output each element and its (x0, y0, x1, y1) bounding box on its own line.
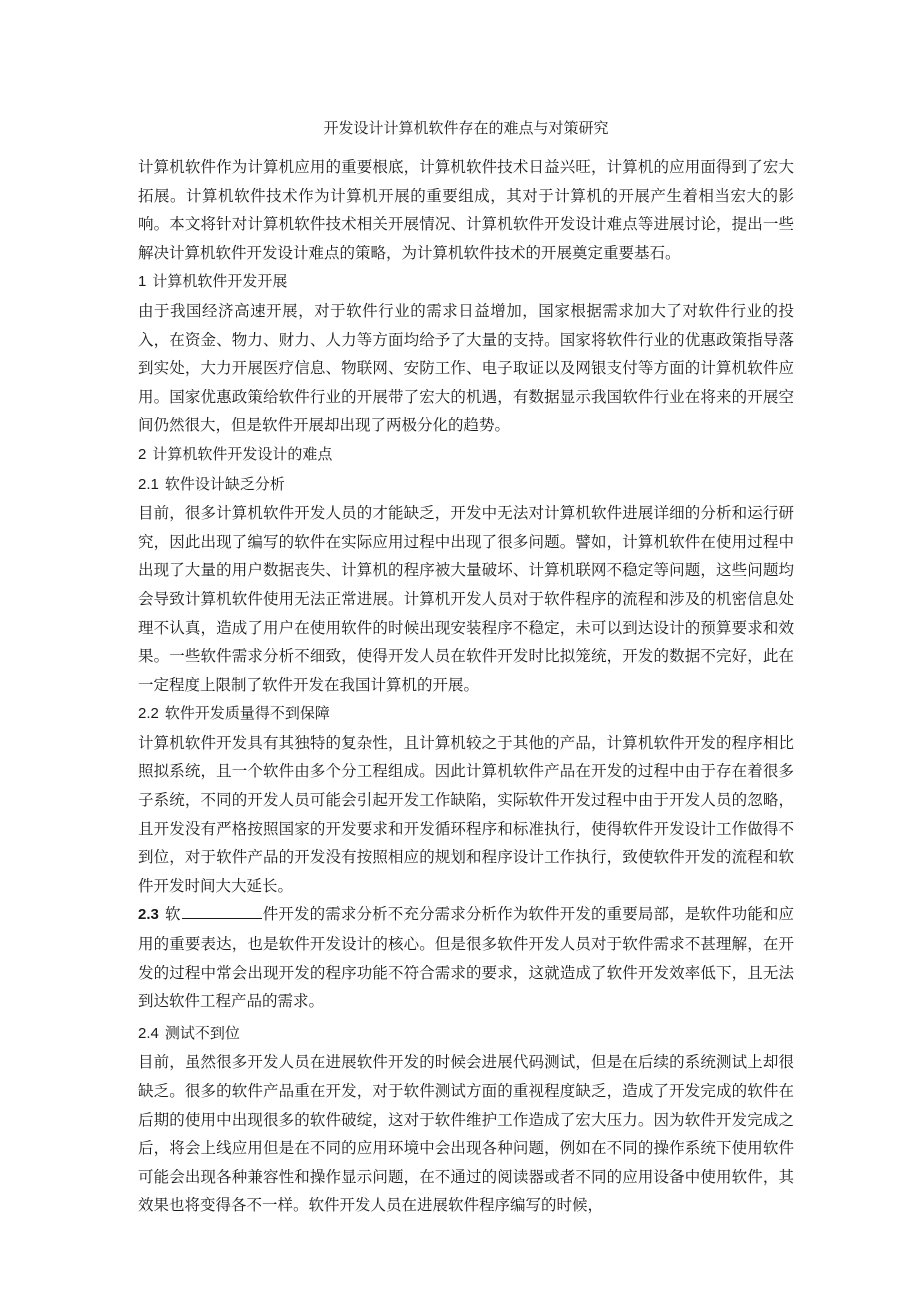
section-1-paragraph: 由于我国经济高速开展，对于软件行业的需求日益增加，国家根据需求加大了对软件行业的投入，在资金、物力、财力、人力等方面均给予了大量的支持。国家将软件行业的优惠政策指导落到实处，大力开展医疗信息、物联网、安防工作、电子取证以及网银支付等方面的计算机软件应用。国家优惠政策给软件行业的开展带了宏大的机遇，有数据显示我国软件行业在将来的开展空间仍然很大，但是软件开展却出现了两极分化的趋势。 (138, 301, 794, 435)
section-2-1-heading (138, 470, 794, 500)
section-number: 2 (138, 445, 147, 463)
section-2-4-paragraph: 目前，虽然很多开发人员在进展软件开发的时候会进展代码测试，但是在后续的系统测试上却很缺乏。很多的软件产品重在开发，对于软件测试方面的重视程度缺乏，造成了开发完成的软件在后期的使用中出现很多的软件破绽，这对于软件维护工作造成了宏大压力。因为软件开发完成之后，将会上线应用但是在不同的应用环境中会出现各种问题，例如在不同的操作系统下使用软件可能会出现各种兼容性和操作显示问题，在不通过的阅读器或者不同的应用设备中使用软件，其效果也将变得各不一样。软件开发人员在进展软件程序编写的时候， (138, 1053, 794, 1215)
section-2-2-paragraph: 计算机软件开发具有其独特的复杂性，且计算机较之于其他的产品，计算机软件开发的程序相比照拟系统，且一个软件由多个分工程组成。因此计算机软件产品在开发的过程中由于存在着很多子系统，不同的开发人员可能会引起开发工作缺陷，实际软件开发过程中由于开发人员的忽略，且开发没有严格按照国家的开发要求和开发循环程序和标准执行，使得软件开发设计工作做得不到位，对于软件产品的开发没有按照相应的规划和程序设计工作执行，致使软件开发的流程和软件开发时间大大延长。 (138, 733, 794, 895)
section-title: 计算机软件开发设计的难点 (152, 444, 333, 463)
section-2-1-paragraph: 目前，很多计算机软件开发人员的才能缺乏，开发中无法对计算机软件进展详细的分析和运行研究，因此出现了编写的软件在实际应用过程中出现了很多问题。譬如，计算机软件在使用过程中出现了大量的用户数据丧失、计算机的程序被大量破坏、计算机联网不稳定等问题，这些问题均会导致计算机软件使用无法正常进展。计算机开发人员对于软件程序的流程和涉及的机密信息处理不认真，造成了用户在使用软件的时候出现安装程序不稳定，未可以到达设计的预算要求和效果。一些软件需求分析不细致，使得开发人员在软件开发时比拟笼统，开发的数据不完好，此在一定程度上限制了软件开发在我国计算机的开展。 (138, 504, 794, 694)
section-2-heading (138, 440, 794, 470)
document-title: 开发设计计算机软件存在的难点与对策研究 (323, 119, 609, 137)
document-page (138, 112, 794, 1220)
section-title: 测试不到位 (164, 1023, 240, 1042)
section-number: 2.3 (138, 906, 159, 924)
section-number: 1 (138, 273, 147, 291)
section-number: 2.4 (138, 1024, 159, 1042)
section-2-4-heading (138, 1019, 794, 1049)
section-2-3-heading (138, 905, 165, 923)
underline-blank (182, 902, 262, 919)
section-2-3-paragraph (138, 900, 794, 1015)
section-title: 计算机软件开发开展 (152, 272, 288, 291)
section-title: 软件设计缺乏分析 (164, 474, 285, 493)
section-2-3-lead: 软 (164, 905, 181, 924)
section-number: 2.2 (138, 705, 159, 723)
section-number: 2.1 (138, 475, 159, 493)
section-2-3-body: 件开发的需求分析不充分需求分析作为软件开发的重要局部，是软件功能和应用的重要表达，也是软件开发设计的核心。但是很多软件开发人员对于软件需求不甚理解，在开发的过程中常会出现开发的程序功能不符合需求的要求，这就造成了软件开发效率低下，且无法到达软件工程产品的需求。 (138, 905, 794, 1011)
section-title: 软件开发质量得不到保障 (164, 704, 330, 723)
intro-paragraph: 计算机软件作为计算机应用的重要根底，计算机软件技术日益兴旺，计算机的应用面得到了宏大拓展。计算机软件技术作为计算机开展的重要组成，其对于计算机的开展产生着相当宏大的影响。本文将针对计算机软件技术相关开展情况、计算机软件开发设计难点等进展讨论，提出一些解决计算机软件开发设计难点的策略，为计算机软件技术的开展奠定重要基石。 (138, 158, 794, 262)
section-2-2-heading (138, 699, 794, 729)
section-1-heading (138, 267, 794, 297)
